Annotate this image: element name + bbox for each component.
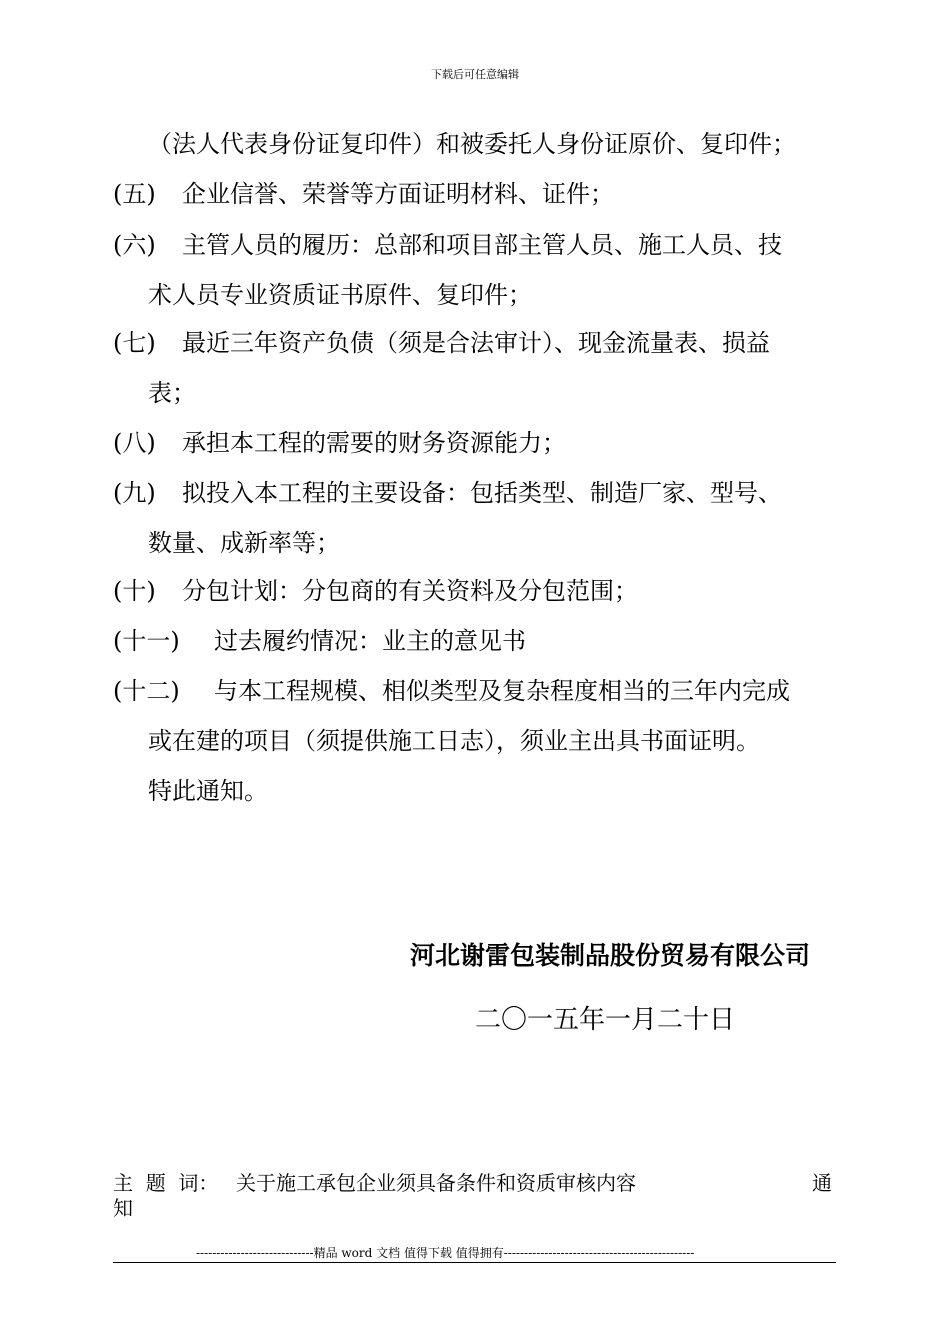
item-number: (十) (113, 577, 156, 605)
item-number: (十一) (113, 627, 180, 655)
item-number: (八) (113, 429, 156, 457)
subject-trail-wrap: 知 (113, 1196, 133, 1220)
item-number: (十二) (113, 677, 180, 705)
page-header-note: 下载后可任意编辑 (431, 68, 519, 81)
signature-date: 二〇一五年一月二十日 (475, 1005, 736, 1035)
item-text: 拟投入本工程的主要设备：包括类型、制造厂家、型号、 (182, 479, 782, 507)
paragraph-line: （法人代表身份证复印件）和被委托人身份证原价、复印件； (148, 130, 796, 158)
item-number: (五) (113, 180, 156, 208)
closing-text: 特此通知。 (148, 777, 268, 805)
footer-text: -----------------------------精品 word 文档 值得下载 值得拥有----------------------------------------------- (196, 1246, 695, 1260)
item-text: 分包计划：分包商的有关资料及分包范围； (182, 577, 638, 605)
signature-company: 河北谢雷包装制品股份贸易有限公司 (410, 941, 811, 970)
subject-label: 主 题 词： (113, 1171, 219, 1195)
item-text-continuation: 术人员专业资质证书原件、复印件； (148, 281, 532, 309)
item-text-continuation: 或在建的项目（须提供施工日志），须业主出具书面证明。 (148, 727, 760, 755)
item-text: 承担本工程的需要的财务资源能力； (182, 429, 566, 457)
item-text: 过去履约情况：业主的意见书 (214, 627, 526, 655)
item-text: 企业信誉、荣誉等方面证明材料、证件； (182, 180, 614, 208)
item-text: 最近三年资产负债（须是合法审计）、现金流量表、损益 (182, 329, 770, 357)
subject-text: 关于施工承包企业须具备条件和资质审核内容 (236, 1171, 636, 1195)
item-number: (九) (113, 479, 156, 507)
subject-trail: 通 (812, 1171, 832, 1195)
item-number: (六) (113, 231, 156, 259)
item-text-continuation: 表； (148, 379, 196, 407)
item-text: 与本工程规模、相似类型及复杂程度相当的三年内完成 (214, 677, 790, 705)
item-text: 主管人员的履历：总部和项目部主管人员、施工人员、技 (182, 231, 782, 259)
item-number: (七) (113, 329, 156, 357)
footer-rule (113, 1262, 836, 1263)
item-text-continuation: 数量、成新率等； (148, 529, 340, 557)
